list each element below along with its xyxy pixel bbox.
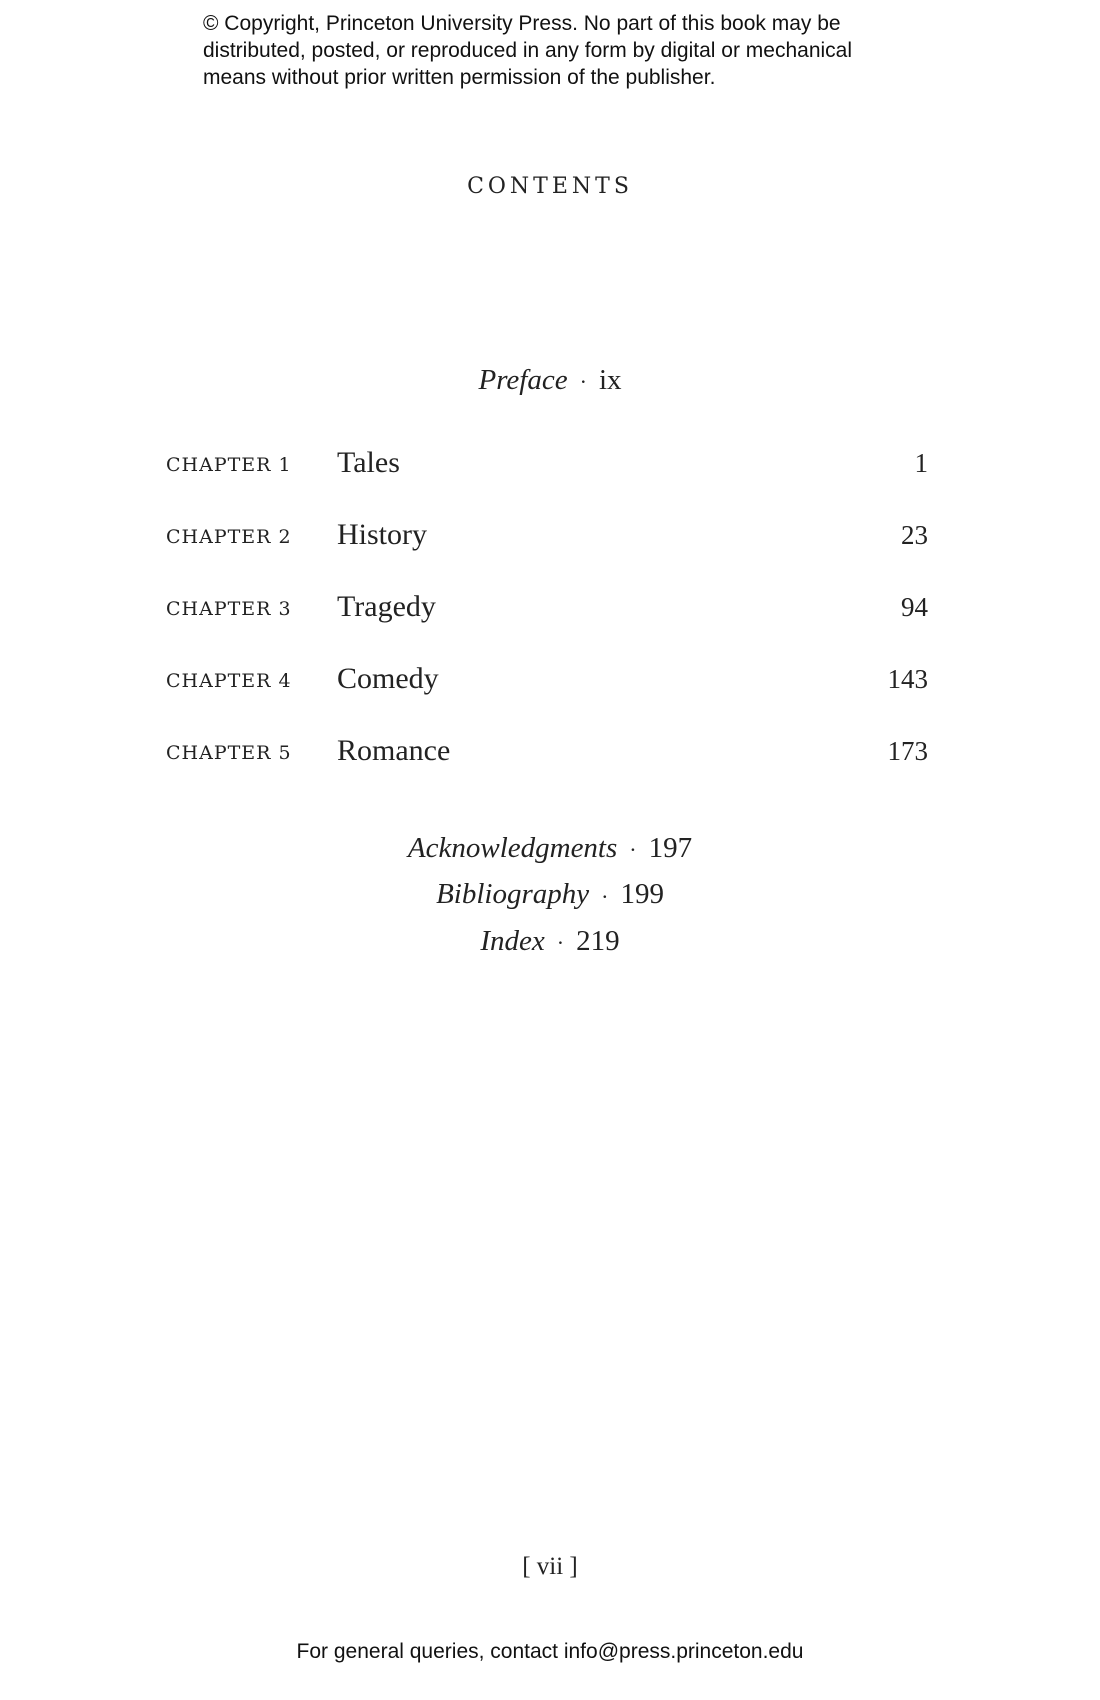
toc-entry-bibliography[interactable] [0,872,1100,918]
chapter-label: CHAPTER 1 [166,454,292,476]
copyright-line: distributed, posted, or reproduced in any form by digital or mechanical [203,39,853,62]
chapter-page-number: 94 [901,592,928,622]
toc-entry-title: Index [480,924,545,957]
toc-chapter-row[interactable] [166,588,928,660]
page-number: [ vii ] [522,1553,578,1580]
toc-entry-title: Bibliography [436,878,590,911]
toc-entry-acknowledgments[interactable] [0,826,1100,872]
toc-chapter-row[interactable] [166,444,928,516]
toc-separator: · [556,930,565,956]
chapter-page-number: 143 [887,664,928,694]
toc-chapter-row[interactable] [166,660,928,732]
toc-entry-page: 219 [576,924,620,957]
chapter-title: Tales [337,446,400,479]
chapter-title: History [337,518,427,551]
copyright-notice [203,10,923,91]
toc-separator: · [579,369,587,395]
chapter-label: CHAPTER 4 [166,670,292,692]
chapter-page-number: 173 [887,736,928,766]
toc-chapter-row[interactable] [166,732,928,804]
chapter-title: Romance [337,734,451,767]
contents-heading: CONTENTS [467,174,633,199]
copyright-line: © Copyright, Princeton University Press. No part of this book may be [203,12,841,35]
back-matter-list [0,826,1100,965]
chapter-title: Tragedy [337,590,436,623]
toc-separator: · [629,837,637,863]
toc-separator: · [601,883,609,909]
chapter-label: CHAPTER 2 [166,526,292,548]
chapter-label: CHAPTER 5 [166,742,292,764]
copyright-line: means without prior written permission of the publisher. [203,66,716,89]
toc-entry-title: Acknowledgments [407,832,618,864]
footer-contact: For general queries, contact info@press.princeton.edu [296,1640,804,1663]
toc-entry-index[interactable] [0,919,1100,965]
toc-entry-preface[interactable] [0,364,1100,397]
chapter-label: CHAPTER 3 [166,598,292,620]
toc-entry-page: 199 [620,878,664,911]
toc-chapter-row[interactable] [166,516,928,588]
toc-entry-title: Preface [478,364,568,396]
toc-entry-page: 197 [648,832,693,864]
chapter-list [166,444,928,804]
chapter-title: Comedy [337,662,439,695]
chapter-page-number: 23 [901,520,928,550]
toc-entry-page: ix [598,364,622,396]
chapter-page-number: 1 [914,448,928,478]
